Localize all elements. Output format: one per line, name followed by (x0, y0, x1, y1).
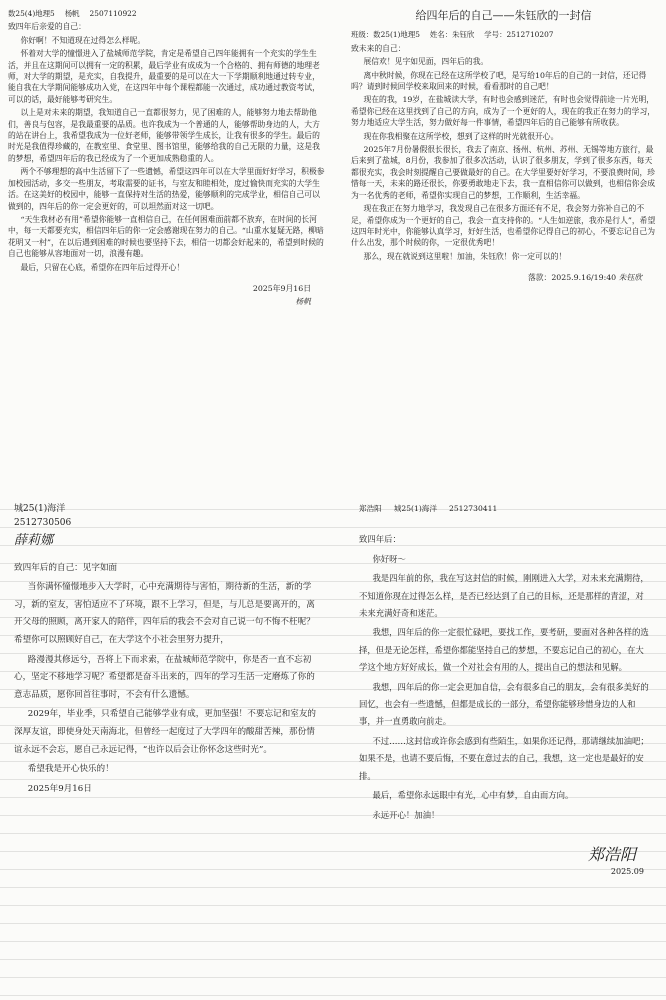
student-id: 2507110922 (89, 9, 137, 18)
letter-header (359, 500, 652, 517)
student-id: 2512730411 (448, 504, 498, 513)
paragraph: 我想，四年后的你一定很忙碌吧，要找工作，要考研，要面对各种各样的选择，但是无论怎样，希望你都能坚持自己的梦想，不要忘记自己的初心，在大学这个地方好好成长，做一个对社会有用的人，提出自己的想法和见解。 (359, 627, 649, 673)
paragraph: 最后，希望你永远眼中有光，心中有梦，自由而方向。 (372, 790, 574, 801)
paragraph: 那么，现在就说到这里啦！加油，朱钰欣！你一定可以的！ (363, 251, 567, 261)
paragraph: 路漫漫其修远兮，吾将上下而求索，在盐城师范学院中，你是否一直不忘初心，坚定不移地学习呢？希望都是奋斗出来的，四年的学习生活一定磨炼了你的意志品质，愿你回首往事时，不会有什么遗憾。 (14, 654, 315, 700)
greeting: 致四年后亲爱的自己： (8, 22, 86, 32)
paragraph: 怀着对大学的憧憬进入了盐城师范学院，肯定是希望自己四年能拥有一个充实的学生生活，并且在这期间可以拥有一定的积累，最后学业有成成为一个合格的、拥有师德的地理老师，对大学的期望，是充实，自我提升，最重要的是可以在大一下学期顺利地通过转专业，能自我在大学期间能够成功入党，在这四年中每个课程都能一次通过，成功通过教资考试，可以的话，最好能够考研究生。 (8, 49, 320, 104)
paragraph: 离中秋时候，你现在已经在这所学校了吧，是写给10年后的自己的一封信，还记得吗？请到时候回学校来取回来的时候，看看那时的自己吧！ (351, 70, 647, 92)
class-label: 城25(1)海洋 (14, 504, 66, 514)
paragraph: 现在你我相聚在这所学校，想到了这样的时光就很开心。 (363, 131, 559, 141)
greeting: 致四年后的自己：见字如面 (14, 562, 118, 573)
class-label: 班级：数25(1)地理5 (351, 30, 420, 40)
paragraph: 现在的我，19岁，在盐城读大学，有时也会感到迷茫，有时也会觉得前途一片光明，希望你已经在这里找到了自己的方向，成为了一个更好的人，现在的我正在努力的学习，努力地适应大学生活，努力做好每一件事情，希望四年后的自己能够有所收获。 (351, 95, 656, 128)
paragraph: 两个不够理想的高中生活留下了一些遗憾，希望这四年可以在大学里面好好学习，积极参加校园活动，多交一些朋友，考取需要的证书，与室友和睦相处，度过愉快而充实的大学生活。在这美好的校园中，能够一直保持对生活的热爱，能够顺利的完成学业，相信自己可以做到的，四年后的你一定会更好的，可以坦然面对这一切吧。 (8, 167, 325, 211)
paragraph: 我是四年前的你，我在写这封信的时候，刚刚进入大学，对未来充满期待，不知道你现在过得怎么样，是否已经达到了自己的目标，还是那样的青涩，对未来充满好奇和迷茫。 (359, 573, 649, 619)
letter-header (351, 29, 656, 40)
student-name: 薛莉娜 (14, 533, 54, 548)
paragraph: 你好啊！不知道现在过得怎么样呢。 (20, 35, 146, 45)
signature: 杨帆 (295, 297, 311, 307)
paragraph: 现在我正在努力地学习，我发现自己在很多方面还有不足，我会努力弥补自己的不足，希望你成为一个更好的自己，我会一直支持你的。“人生如逆旅，我亦是行人”，希望这四年时光中，你能够认真学习，好好生活，也希望你记得自己的初心，不要忘记自己为什么出发，那个时候的你，一定很优秀吧！ (351, 204, 656, 248)
paragraph: 不过……这封信或许你会感到有些陌生，如果你还记得，那请继续加油吧；如果不是，也请不要后悔，不要在意过去的自己，我想，这一定也是最好的安排。 (359, 735, 649, 781)
paragraph: 最后，只留在心底，希望你在四年后过得开心！ (20, 262, 185, 272)
letter-date (351, 272, 642, 283)
letter-top-right (333, 0, 666, 492)
greeting: 致四年后： (359, 534, 401, 545)
paragraph: “天生我材必有用”希望你能够一直相信自己，在任何困难面前都不放弃，在时间的长河中，每一天都要充实，相信四年后的你一定会感谢现在努力的自己。“山重水复疑无路，柳暗花明又一村”，在以后遇到困难的时候也要坚持下去，相信一切都会好起来的，希望到时候的自己也能够从容地面对一切，浪漫有趣。 (8, 214, 324, 259)
letter-top-left (0, 0, 333, 492)
letter-date: 2025年9月16日 (252, 283, 311, 293)
letter-bottom-left (0, 492, 333, 1000)
paragraph: 我想，四年后的你一定会更加自信，会有很多自己的朋友，会有很多美好的回忆，也会有一些遗憾，但都是成长的一部分，希望你能够珍惜身边的人和事，并一直勇敢向前走。 (359, 681, 649, 727)
paragraph: 永远开心！加油！ (372, 809, 440, 820)
letter-date: 2025.09 (610, 867, 644, 877)
class-label: 数25(4)地理5 (8, 9, 55, 18)
letter-date: 2025年9月16日 (27, 783, 92, 794)
closing: 希望我是开心快乐的！ (27, 764, 114, 775)
letter-header (8, 8, 325, 19)
greeting: 致未来的自己： (351, 43, 406, 53)
student-name: 姓名：朱钰欣 (429, 30, 475, 40)
student-id: 学号：2512710207 (484, 30, 554, 40)
signature: 郑浩阳 (587, 844, 636, 864)
class-label: 城25(1)海洋 (393, 504, 437, 513)
letter-bottom-right (333, 492, 666, 1000)
signature: 朱钰欣 (618, 273, 642, 283)
student-name: 杨帆 (64, 9, 80, 18)
paragraph: 2025年7月份暑假很长很长，我去了南京、扬州、杭州、苏州、无锡等地方旅行，最后来到了盐城，8月份，我参加了很多次活动，认识了很多朋友，学到了很多东西，每天都很充实，我会时刻提醒自己要做最好的自己。在大学里要好好学习，不要浪费时间，珍惜每一天，未来的路还很长，你要勇敢地走下去，我一直相信你可以做到，也相信你会成为一名优秀的老师，希望你实现自己的梦想，工作顺利，生活幸福。 (351, 145, 656, 200)
paragraph: 当你满怀憧憬地步入大学时，心中充满期待与害怕，期待新的生活，新的学习，新的室友，害怕适应不了环境，跟不上学习，但是，与儿总是要离开的，离开父母的照顾，离开家人的陪伴，四年后的我会不会对自己说一句不悔不枉呢？希望你可以照顾好自己，在大学这个小社会里努力提升， (14, 582, 315, 645)
letter-title: 给四年后的自己——朱钰欣的一封信 (415, 9, 592, 22)
date-text: 落款：2025.9.16/19:40 (527, 273, 617, 283)
paragraph: 2029年，毕业季，只希望自己能够学业有成，更加坚强！不要忘记和室友的深厚友谊，即使身处天南海北，但曾经一起度过了大学四年的酸甜苦辣，那份情谊永远不会忘，愿自己永远记得，“也许以后会让你怀念这些时光”。 (14, 709, 317, 755)
student-name: 郑浩阳 (359, 504, 382, 513)
paragraph: 展信欢！见字如见面，四年后的我。 (363, 57, 489, 67)
student-id: 2512730506 (14, 518, 72, 528)
paragraph: 以上是对未来的期望，我知道自己一直都很努力，见了困难的人，能够努力地去帮助他们，善良与包容，是我最重要的品质。也许我成为一个普通的人，能够帮助身边的人，大方的站在讲台上，我希望我成为一位好老师，能够带领学生成长，让我有很多的学生。最后的时光是我值得珍藏的，在教室里、食堂里、图书馆里，能够给我的自己无限的力量，这是我的梦想，希望四年后的我已经成为了一个更加成熟稳重的人。 (8, 108, 320, 163)
paragraph: 你好呀～ (372, 553, 406, 564)
